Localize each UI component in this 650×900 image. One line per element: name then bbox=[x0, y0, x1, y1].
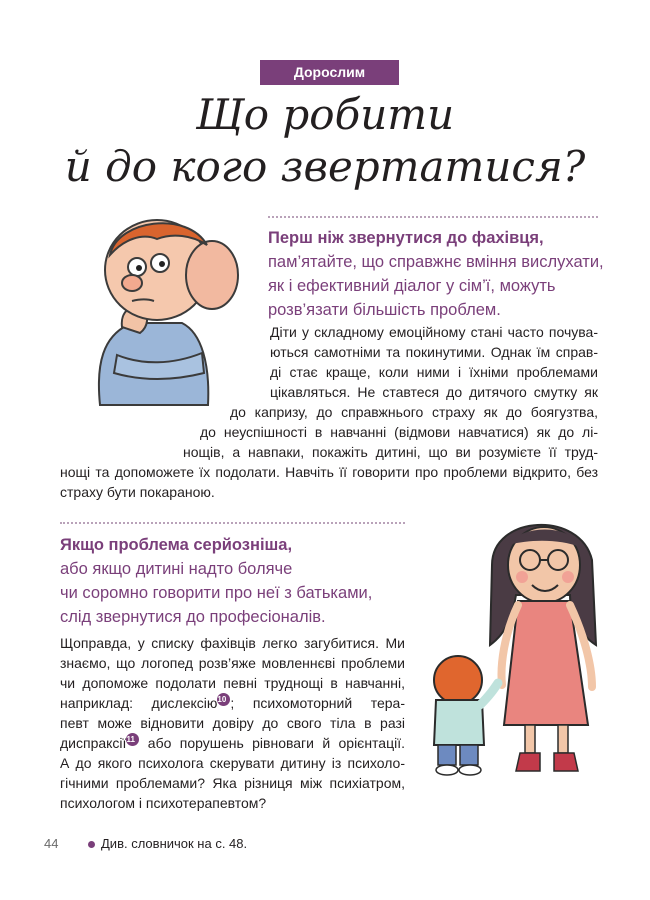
section2-lead-line: чи соромно говорити про неї з батьками, bbox=[60, 584, 373, 602]
page-title-line2: й до кого звертатися? bbox=[64, 142, 586, 191]
thinking-man-illustration bbox=[62, 215, 262, 410]
body-line: певт може відновити довіру до свого тіла в разі bbox=[60, 715, 405, 731]
section2-lead-bold: Якщо проблема серйозніша, bbox=[60, 536, 293, 554]
body-line: до неуспішності в навчанні (відмови навчатися) як до лі- bbox=[200, 424, 598, 440]
section2-lead-line: або якщо дитині надто боляче bbox=[60, 560, 293, 578]
section1-lead bbox=[268, 226, 608, 322]
body-text: або порушень рівноваги й орієнтації. bbox=[139, 735, 405, 751]
body-text: ; психомоторний тера- bbox=[230, 695, 405, 711]
body-line: психологом і психотерапевтом? bbox=[60, 795, 267, 811]
section2-divider bbox=[60, 522, 405, 524]
body-line bbox=[60, 693, 405, 713]
glossary-note bbox=[88, 836, 247, 851]
body-line: гічними проблемами? Яка різниця між психіатром, bbox=[60, 775, 405, 791]
section1-lead-line: пам’ятайте, що справжнє вміння вислухати, bbox=[268, 253, 604, 271]
body-line bbox=[60, 733, 405, 753]
page-number: 44 bbox=[44, 836, 59, 851]
body-line: ді стає краще, коли ними і їхніми проблемами bbox=[270, 364, 598, 380]
glossary-ref-badge: 11 bbox=[126, 733, 139, 746]
body-line: до капризу, до справжнього страху як до боягузтва, bbox=[230, 404, 598, 420]
body-line: чи допоможе подолати певні труднощі в навчанні, bbox=[60, 675, 405, 691]
section2-lead bbox=[60, 533, 420, 629]
body-line: нощі та допоможете їх подолати. Навчіть її говорити про проблеми відкрито, без bbox=[60, 464, 598, 480]
section-tag: Дорослим bbox=[260, 60, 399, 85]
body-line: А до якого психолога скерувати дитину із психоло- bbox=[60, 755, 405, 771]
body-text: наприклад: дислексію bbox=[60, 695, 218, 711]
body-line: нощів, а навпаки, покажіть дитині, що ви розумієте її труд- bbox=[183, 444, 598, 460]
glossary-note-text: Див. словничок на с. 48. bbox=[101, 836, 248, 851]
page-title-line1: Що робити bbox=[195, 90, 455, 139]
body-text: диспраксії bbox=[60, 735, 127, 751]
body-line: Щоправда, у списку фахівців легко загубитися. Ми bbox=[60, 635, 405, 651]
body-line: цікавляться. Не ставтеся до дитячого смутку як bbox=[270, 384, 598, 400]
section1-lead-line: розв’язати більшість проблем. bbox=[268, 301, 501, 319]
body-line: страху бути покараною. bbox=[60, 484, 215, 500]
bullet-icon bbox=[88, 841, 95, 848]
body-line: знаємо, що логопед розв’яже мовленнєві проблеми bbox=[60, 655, 405, 671]
glossary-ref-badge: 10 bbox=[217, 693, 230, 706]
section1-divider bbox=[268, 216, 598, 218]
section1-lead-line: як і ефективний діалог у сім’ї, можуть bbox=[268, 277, 556, 295]
section2-lead-line: слід звернутися до професіоналів. bbox=[60, 608, 326, 626]
section1-lead-bold: Перш ніж звернутися до фахівця, bbox=[268, 229, 544, 247]
body-line: ються самотніми та покинутими. Однак їм справ- bbox=[270, 344, 598, 360]
body-line: Діти у складному емоційному стані часто почува- bbox=[270, 324, 598, 340]
woman-and-child-illustration bbox=[420, 505, 620, 790]
